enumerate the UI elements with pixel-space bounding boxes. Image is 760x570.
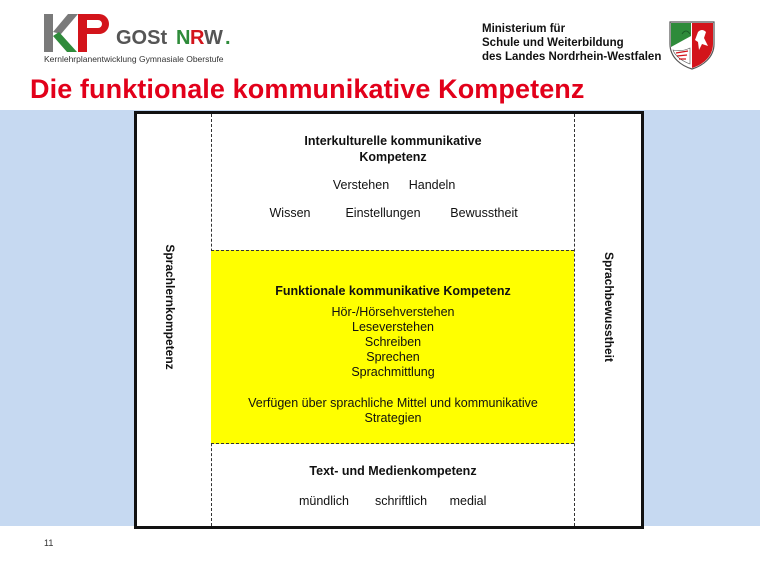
competence-diagram bbox=[134, 111, 644, 529]
svg-text:.: . bbox=[225, 27, 231, 49]
media-item: medial bbox=[449, 494, 487, 508]
functional-means-line1: Verfügen über sprachliche Mittel und kommunikative bbox=[248, 396, 538, 410]
intercultural-title-line1: Interkulturelle kommunikative bbox=[304, 134, 482, 148]
nrw-coat-of-arms-icon bbox=[668, 20, 716, 70]
media-title: Text- und Medienkompetenz bbox=[309, 464, 477, 478]
intercultural-item: Wissen bbox=[269, 206, 311, 220]
intercultural-item: Einstellungen bbox=[345, 206, 421, 220]
functional-skill: Hör-/Hörsehverstehen bbox=[331, 305, 455, 319]
intercultural-item: Bewusstheit bbox=[450, 206, 518, 220]
right-side-label: Sprachbewusstheit bbox=[602, 251, 616, 363]
ministry-name bbox=[482, 22, 661, 64]
svg-text:N: N bbox=[176, 27, 191, 49]
functional-skill: Schreiben bbox=[364, 335, 422, 349]
functional-title: Funktionale kommunikative Kompetenz bbox=[275, 284, 511, 298]
intercultural-title-line2: Kompetenz bbox=[359, 150, 427, 164]
svg-text:GOSt: GOSt bbox=[116, 27, 168, 49]
left-side-label: Sprachlernkompetenz bbox=[163, 244, 177, 370]
ministry-line: des Landes Nordrhein-Westfalen bbox=[482, 51, 662, 63]
intercultural-item: Verstehen bbox=[332, 178, 390, 192]
functional-skill: Sprechen bbox=[366, 350, 420, 364]
functional-skill: Leseverstehen bbox=[351, 320, 435, 334]
svg-text:R: R bbox=[190, 27, 205, 49]
logo-subtitle: Kernlehrplanentwicklung Gymnasiale Oberstufe bbox=[44, 54, 224, 64]
media-item: mündlich bbox=[298, 494, 350, 508]
ministry-line: Ministerium für bbox=[482, 23, 566, 35]
svg-text:W: W bbox=[204, 27, 223, 49]
intercultural-item: Handeln bbox=[408, 178, 456, 192]
functional-means-line2: Strategien bbox=[364, 411, 422, 425]
ministry-line: Schule und Weiterbildung bbox=[482, 37, 624, 49]
media-item: schriftlich bbox=[374, 494, 428, 508]
slide-number: 11 bbox=[44, 538, 54, 548]
functional-skill: Sprachmittlung bbox=[351, 365, 435, 379]
right-divider bbox=[574, 114, 575, 526]
page-title: Die funktionale kommunikative Kompetenz bbox=[30, 74, 585, 104]
